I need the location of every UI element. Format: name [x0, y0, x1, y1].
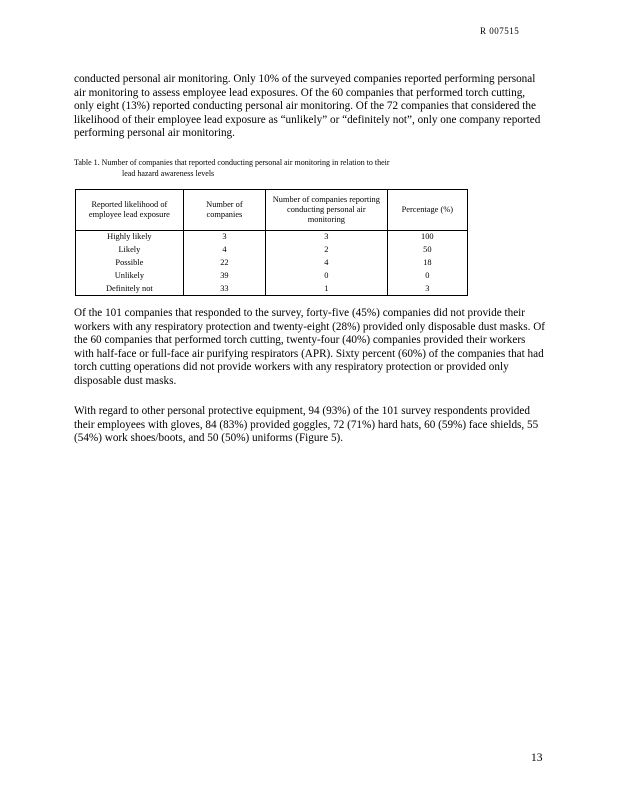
table-row	[76, 257, 468, 270]
cell-companies: 3	[183, 231, 265, 244]
cell-percentage: 100	[387, 231, 467, 244]
cell-monitoring: 0	[266, 269, 388, 282]
table-row	[76, 244, 468, 257]
paragraph-ppe: With regard to other personal protective equipment, 94 (93%) of the 101 survey respondents provided their employees with gloves, 84 (83%) provided goggles, 72 (71%) hard hats, 60 (59%) face shields, 55 (54%) work shoes/boots, and 50 (50%) uniforms (Figure 5).	[74, 405, 539, 445]
cell-likelihood: Likely	[76, 244, 184, 257]
column-header-monitoring-count: Number of companies reporting conducting personal air monitoring	[266, 190, 388, 231]
column-header-number-of-companies: Number of companies	[183, 190, 265, 231]
cell-likelihood: Unlikely	[76, 269, 184, 282]
document-id: R 007515	[480, 26, 520, 36]
cell-percentage: 0	[387, 269, 467, 282]
cell-companies: 39	[183, 269, 265, 282]
table-row	[76, 269, 468, 282]
table-row	[76, 282, 468, 295]
paragraph-air-monitoring: conducted personal air monitoring. Only 10% of the surveyed companies reported performing personal air monitoring to assess employee lead exposures. Of the 60 companies that performed torch cutting, only eight (13%) reported conducting personal air monitoring. Of the 72 companies that considered the likelihood of their employee lead exposure as “unlikely” or “definitely not”, only one company reported performing personal air monitoring.	[74, 73, 541, 140]
table-row	[76, 231, 468, 244]
cell-likelihood: Possible	[76, 257, 184, 270]
page-number: 13	[531, 752, 543, 764]
column-header-likelihood: Reported likelihood of employee lead exposure	[76, 190, 184, 231]
cell-companies: 22	[183, 257, 265, 270]
cell-companies: 4	[183, 244, 265, 257]
table-caption-line-1: Table 1. Number of companies that reported conducting personal air monitoring in relation to their	[74, 158, 390, 167]
table-caption-line-2: lead hazard awareness levels	[122, 169, 215, 178]
table-header-row	[76, 190, 468, 231]
cell-monitoring: 4	[266, 257, 388, 270]
cell-percentage: 18	[387, 257, 467, 270]
table-caption	[74, 157, 544, 179]
cell-likelihood: Highly likely	[76, 231, 184, 244]
paragraph-respiratory-protection: Of the 101 companies that responded to the survey, forty-five (45%) companies did not provide their workers with any respiratory protection and twenty-eight (28%) provided only disposable dust masks. Of the 60 companies that performed torch cutting, twenty-four (40%) companies provided their workers with half-face or full-face air purifying respirators (APR). Sixty percent (60%) of the companies that had torch cutting operations did not provide workers with any respiratory protection or provided only disposable dust masks.	[74, 307, 546, 387]
cell-percentage: 3	[387, 282, 467, 295]
cell-companies: 33	[183, 282, 265, 295]
cell-percentage: 50	[387, 244, 467, 257]
cell-monitoring: 1	[266, 282, 388, 295]
column-header-percentage: Percentage (%)	[387, 190, 467, 231]
cell-likelihood: Definitely not	[76, 282, 184, 295]
air-monitoring-table	[75, 189, 468, 296]
cell-monitoring: 3	[266, 231, 388, 244]
cell-monitoring: 2	[266, 244, 388, 257]
